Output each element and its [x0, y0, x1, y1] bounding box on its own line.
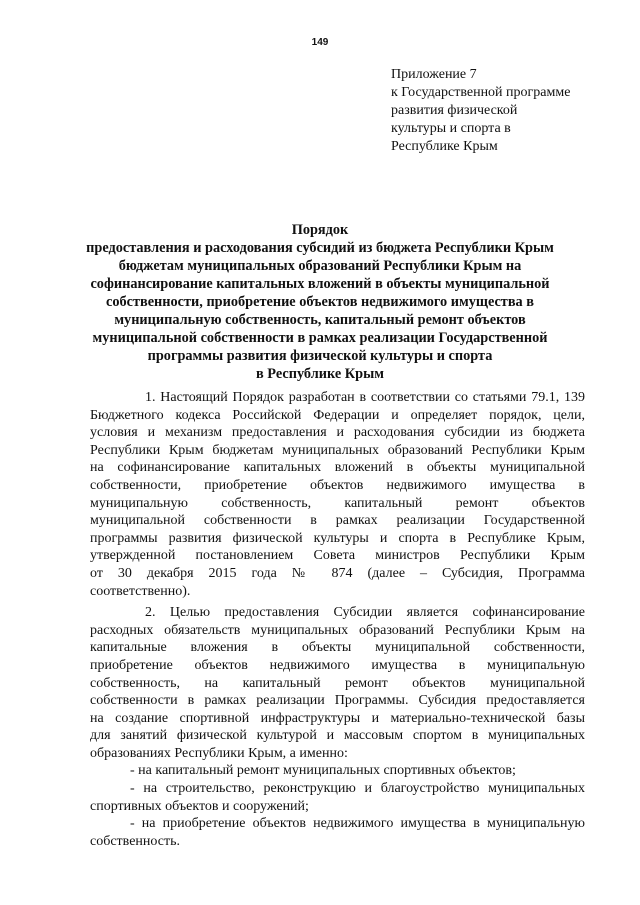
paragraph-line: Бюджетного кодекса Российской Федерации и определяет порядок, цели,	[90, 407, 585, 423]
appendix-line: к Государственной программе	[391, 85, 571, 100]
title-line: предоставления и расходования субсидий из бюджета Республики Крым	[86, 240, 554, 256]
title-line: программы развития физической культуры и спорта	[147, 348, 493, 364]
list-item-continuation: спортивных объектов и сооружений;	[90, 798, 309, 814]
paragraph-line: утвержденной постановлением Совета министров Республики Крым	[90, 548, 585, 564]
document-body	[90, 389, 585, 850]
paragraph-line: муниципальную собственность, капитальный ремонт объектов	[90, 495, 585, 511]
paragraph-line: 1. Настоящий Порядок разработан в соответствии со статьями 79.1, 139	[145, 390, 585, 405]
paragraph-line: программы развития физической культуры и спорта в Республике Крым,	[90, 530, 585, 546]
list	[90, 762, 585, 850]
list-item: - на капитальный ремонт муниципальных спортивных объектов;	[130, 763, 516, 779]
paragraph-line: образованиях Республики Крым, а именно:	[90, 745, 348, 761]
appendix-line: развития физической	[391, 103, 518, 118]
title-line: муниципальную собственность, капитальный ремонт объектов	[114, 312, 526, 328]
paragraph-line: Республики Крым бюджетам муниципальных образований Республики Крым	[90, 442, 585, 458]
page-number: 149	[311, 37, 329, 48]
paragraph-line: на софинансирование капитальных вложений в объекты муниципальной	[90, 460, 585, 476]
title-line: муниципальной собственности в рамках реализации Государственной	[92, 330, 548, 346]
paragraph-line: расходных обязательств муниципальных образований Республики Крым на	[90, 622, 585, 638]
paragraph-2	[90, 604, 585, 762]
paragraph-line: на создание спортивной инфраструктуры и материально-технической базы	[90, 710, 585, 726]
appendix-line: Республике Крым	[391, 139, 498, 154]
paragraph-line: условия и механизм предоставления и расходования субсидии из бюджета	[90, 425, 585, 441]
paragraph-line: собственность, на капитальный ремонт объектов муниципальной	[90, 675, 585, 691]
list-item-continuation: собственность.	[90, 833, 180, 849]
title-line: собственности, приобретение объектов недвижимого имущества в	[105, 294, 534, 310]
paragraph-line: собственности, приобретение объектов недвижимого имущества в	[90, 477, 585, 493]
list-item: - на приобретение объектов недвижимого имущества в муниципальную	[130, 816, 585, 832]
title-line: бюджетам муниципальных образований Республики Крым на	[118, 258, 522, 274]
document-title	[60, 221, 580, 383]
paragraph-line: 2. Целью предоставления Субсидии является софинансирование	[145, 605, 585, 621]
paragraph-line: муниципальной собственности в рамках реализации Государственной	[90, 513, 585, 529]
appendix-note	[391, 66, 631, 156]
paragraph-1	[90, 389, 585, 600]
title-line: в Республике Крым	[256, 366, 384, 382]
paragraph-line: собственности в рамках реализации Программы. Субсидия предоставляется	[90, 693, 585, 709]
paragraph-line: приобретение объектов недвижимого имущества в муниципальную	[90, 657, 585, 673]
paragraph-line: капитальные вложения в объекты муниципальной собственности,	[90, 640, 585, 656]
paragraph-line: для занятий физической культурой и массовым спортом в муниципальных	[90, 728, 585, 744]
paragraph-line: соответственно).	[90, 583, 191, 599]
appendix-line: Приложение 7	[391, 67, 477, 82]
title-line: софинансирование капитальных вложений в объекты муниципальной	[90, 276, 550, 292]
list-item: - на строительство, реконструкцию и благоустройство муниципальных	[130, 781, 585, 797]
paragraph-line: от 30 декабря 2015 года № 874 (далее – Субсидия, Программа	[90, 565, 585, 581]
title-line: Порядок	[291, 222, 349, 238]
appendix-line: культуры и спорта в	[391, 121, 511, 136]
